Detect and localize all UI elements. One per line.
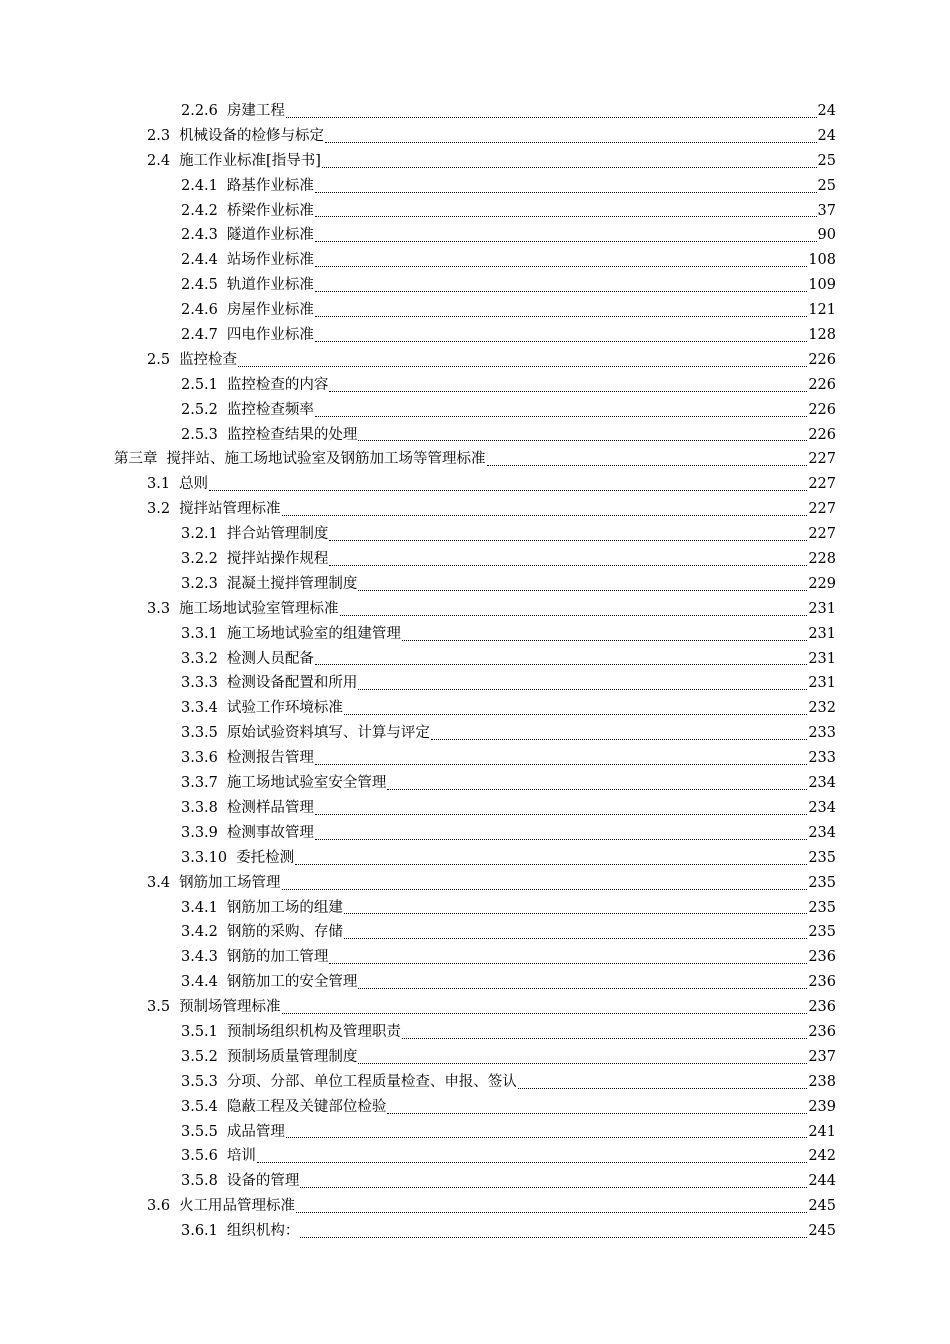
toc-entry[interactable] — [0, 696, 950, 721]
toc-entry-page-number: 235 — [808, 874, 836, 891]
toc-entry[interactable] — [0, 497, 950, 522]
dot-leader — [386, 771, 808, 796]
toc-entry[interactable] — [0, 522, 950, 547]
toc-entry-title: 分项、分部、单位工程质量检查、申报、签认 — [226, 1073, 517, 1090]
toc-entry-title: 轨道作业标准 — [226, 277, 314, 294]
toc-entry-number: 3.3.2 — [181, 650, 218, 667]
toc-entry-number: 3.4 — [147, 874, 171, 891]
toc-entry[interactable] — [0, 1070, 950, 1095]
toc-entry[interactable] — [0, 821, 950, 846]
toc-entry[interactable] — [0, 647, 950, 672]
toc-entry[interactable] — [0, 1020, 950, 1045]
toc-entry-title: 委托检测 — [236, 849, 295, 866]
dot-leader — [314, 248, 808, 273]
toc-entry-title: 监控检查结果的处理 — [226, 426, 358, 443]
toc-entry[interactable] — [0, 1045, 950, 1070]
toc-entry-number: 2.4.5 — [181, 277, 218, 294]
toc-entry-title: 施工场地试验室管理标准 — [179, 600, 339, 617]
toc-entry-page-number: 226 — [808, 401, 836, 418]
dot-leader — [321, 149, 818, 174]
toc-entry-number: 2.4 — [147, 152, 171, 169]
toc-entry-title: 检测事故管理 — [226, 824, 314, 841]
toc-entry-title: 桥梁作业标准 — [226, 202, 314, 219]
toc-entry-page-number: 227 — [808, 476, 836, 493]
toc-entry-page-number: 237 — [808, 1048, 836, 1065]
toc-entry-page-number: 235 — [808, 924, 836, 941]
toc-entry-page-number: 227 — [808, 451, 836, 468]
dot-leader — [314, 398, 808, 423]
toc-entry-title: 钢筋加工场管理 — [179, 874, 281, 891]
toc-entry-title: 拌合站管理制度 — [226, 526, 329, 543]
toc-entry-number: 3.5.3 — [181, 1073, 218, 1090]
toc-entry-title: 监控检查频率 — [226, 401, 314, 418]
toc-entry[interactable] — [0, 99, 950, 124]
toc-entry-title: 隐蔽工程及关键部位检验 — [226, 1098, 387, 1115]
toc-entry[interactable] — [0, 1194, 950, 1219]
toc-entry-number: 3.4.1 — [181, 899, 218, 916]
toc-entry[interactable] — [0, 373, 950, 398]
toc-entry-title: 预制场组织机构及管理职责 — [226, 1023, 401, 1040]
toc-entry-page-number: 244 — [808, 1173, 836, 1190]
toc-entry-page-number: 231 — [808, 625, 836, 642]
dot-leader — [343, 920, 808, 945]
dot-leader — [295, 1194, 808, 1219]
toc-entry-number: 3.3.4 — [181, 700, 218, 717]
toc-entry[interactable] — [0, 423, 950, 448]
toc-entry-page-number: 235 — [808, 849, 836, 866]
toc-entry-title: 搅拌站操作规程 — [226, 551, 329, 568]
dot-leader — [314, 796, 808, 821]
toc-entry-number: 3.5.5 — [181, 1123, 218, 1140]
toc-entry-page-number: 242 — [808, 1148, 836, 1165]
dot-leader — [517, 1070, 808, 1095]
toc-entry[interactable] — [0, 199, 950, 224]
dot-leader — [314, 223, 818, 248]
toc-entry-number: 3.5.8 — [181, 1173, 218, 1190]
toc-entry[interactable] — [0, 223, 950, 248]
dot-leader — [285, 1120, 808, 1145]
dot-leader — [299, 1169, 808, 1194]
toc-entry-number: 2.5.3 — [181, 426, 218, 443]
toc-entry[interactable] — [0, 871, 950, 896]
toc-entry-page-number: 236 — [808, 1023, 836, 1040]
toc-entry-title: 钢筋的采购、存储 — [226, 924, 343, 941]
toc-entry-page-number: 234 — [808, 775, 836, 792]
toc-entry-title: 搅拌站管理标准 — [179, 501, 281, 518]
toc-entry-number: 3.6.1 — [181, 1223, 218, 1240]
toc-entry-page-number: 236 — [808, 949, 836, 966]
toc-entry[interactable] — [0, 995, 950, 1020]
dot-leader — [357, 1045, 808, 1070]
dot-leader — [430, 721, 808, 746]
toc-entry-title: 房建工程 — [226, 103, 285, 119]
dot-leader — [314, 298, 808, 323]
toc-entry-title: 监控检查 — [179, 351, 238, 368]
toc-entry-page-number: 238 — [808, 1073, 836, 1090]
dot-leader — [208, 472, 808, 497]
toc-entry-page-number: 121 — [808, 302, 836, 319]
toc-entry-number: 3.2.2 — [181, 551, 218, 568]
toc-entry-number: 2.3 — [147, 127, 171, 144]
toc-entry-number: 2.5.1 — [181, 376, 218, 393]
toc-entry-page-number: 232 — [808, 700, 836, 717]
toc-entry[interactable] — [0, 149, 950, 174]
dot-leader — [324, 124, 817, 149]
toc-entry-page-number: 235 — [808, 899, 836, 916]
toc-entry-number: 3.3.5 — [181, 725, 218, 742]
toc-entry-page-number: 109 — [808, 277, 836, 294]
toc-entry-page-number: 37 — [817, 202, 836, 219]
toc-entry-title: 四电作业标准 — [226, 327, 314, 344]
toc-entry-page-number: 227 — [808, 526, 836, 543]
toc-entry[interactable] — [0, 970, 950, 995]
toc-entry-title: 施工场地试验室安全管理 — [226, 775, 387, 792]
toc-entry[interactable] — [0, 945, 950, 970]
dot-leader — [314, 821, 808, 846]
toc-entry[interactable] — [0, 248, 950, 273]
toc-entry-title: 搅拌站、施工场地试验室及钢筋加工场等管理标准 — [166, 451, 486, 468]
dot-leader — [328, 547, 808, 572]
toc-entry-title: 钢筋加工场的组建 — [226, 899, 343, 916]
dot-leader — [281, 871, 809, 896]
toc-entry-title: 检测报告管理 — [226, 750, 314, 767]
toc-entry-page-number: 226 — [808, 351, 836, 368]
dot-leader — [328, 373, 808, 398]
toc-entry-number: 3.4.4 — [181, 974, 218, 991]
toc-entry-title: 检测设备配置和所用 — [226, 675, 358, 692]
dot-leader — [357, 572, 808, 597]
toc-entry-page-number: 245 — [808, 1223, 836, 1240]
dot-leader — [314, 199, 818, 224]
toc-entry-page-number: 25 — [817, 177, 836, 194]
toc-entry-title: 总则 — [179, 476, 209, 493]
dot-leader — [294, 846, 808, 871]
toc-entry-number: 3.3.1 — [181, 625, 218, 642]
toc-entry-page-number: 24 — [817, 127, 836, 144]
toc-entry-number: 3.3.9 — [181, 824, 218, 841]
toc-entry[interactable] — [0, 447, 950, 472]
toc-entry-page-number: 231 — [808, 600, 836, 617]
toc-entry-page-number: 236 — [808, 999, 836, 1016]
toc-entry-title: 预制场管理标准 — [179, 999, 281, 1016]
toc-entry-number: 2.2.6 — [181, 103, 218, 119]
toc-entry-title: 培训 — [226, 1148, 256, 1165]
toc-entry-page-number: 245 — [808, 1198, 836, 1215]
toc-entry[interactable] — [0, 721, 950, 746]
dot-leader — [328, 945, 808, 970]
toc-entry-page-number: 128 — [808, 327, 836, 344]
toc-entry[interactable] — [0, 1120, 950, 1145]
toc-entry-number: 3.4.3 — [181, 949, 218, 966]
toc-entry-page-number: 226 — [808, 376, 836, 393]
dot-leader — [281, 497, 809, 522]
toc-entry[interactable] — [0, 1095, 950, 1120]
toc-entry-number: 2.4.2 — [181, 202, 218, 219]
toc-entry-title: 站场作业标准 — [226, 252, 314, 269]
toc-entry[interactable] — [0, 846, 950, 871]
toc-entry-number: 2.4.4 — [181, 252, 218, 269]
dot-leader — [314, 647, 808, 672]
dot-leader — [299, 1219, 808, 1244]
toc-entry[interactable] — [0, 1144, 950, 1169]
toc-entry-page-number: 228 — [808, 551, 836, 568]
toc-entry[interactable] — [0, 572, 950, 597]
toc-entry-page-number: 108 — [808, 252, 836, 269]
toc-entry-title: 施工作业标准[指导书] — [179, 152, 321, 169]
toc-entry-title: 钢筋加工的安全管理 — [226, 974, 358, 991]
toc-entry-page-number: 229 — [808, 575, 836, 592]
toc-entry-page-number: 226 — [808, 426, 836, 443]
dot-leader — [343, 896, 808, 921]
toc-entry[interactable] — [0, 124, 950, 149]
toc-entry[interactable] — [0, 323, 950, 348]
toc-entry[interactable] — [0, 671, 950, 696]
toc-entry[interactable] — [0, 348, 950, 373]
toc-entry[interactable] — [0, 896, 950, 921]
toc-entry-number: 3.3.7 — [181, 775, 218, 792]
toc-entry-page-number: 241 — [808, 1123, 836, 1140]
toc-entry-page-number: 239 — [808, 1098, 836, 1115]
toc-entry-number: 3.3 — [147, 600, 171, 617]
toc-entry[interactable] — [0, 472, 950, 497]
toc-entry-title: 试验工作环境标准 — [226, 700, 343, 717]
toc-entry-number: 2.4.7 — [181, 327, 218, 344]
toc-entry-page-number: 234 — [808, 824, 836, 841]
toc-entry[interactable] — [0, 1219, 950, 1244]
toc-entry-number: 3.4.2 — [181, 924, 218, 941]
toc-entry-title: 隧道作业标准 — [226, 227, 314, 244]
toc-entry-title: 组织机构： — [226, 1223, 300, 1240]
toc-entry-number: 3.1 — [147, 476, 171, 493]
toc-entry-number: 3.2 — [147, 501, 171, 518]
table-of-contents — [0, 99, 950, 1244]
toc-entry-title: 预制场质量管理制度 — [226, 1048, 358, 1065]
dot-leader — [285, 99, 818, 124]
toc-entry-number: 3.3.10 — [181, 849, 228, 866]
toc-entry-number: 3.5.4 — [181, 1098, 218, 1115]
dot-leader — [237, 348, 808, 373]
toc-entry[interactable] — [0, 398, 950, 423]
toc-entry-number: 2.4.1 — [181, 177, 218, 194]
toc-entry-title: 检测人员配备 — [226, 650, 314, 667]
dot-leader — [357, 970, 808, 995]
toc-entry-page-number: 231 — [808, 675, 836, 692]
toc-entry-title: 混凝土搅拌管理制度 — [226, 575, 358, 592]
dot-leader — [386, 1095, 808, 1120]
toc-entry-page-number: 24 — [817, 103, 836, 119]
toc-entry-number: 3.5.6 — [181, 1148, 218, 1165]
toc-entry[interactable] — [0, 771, 950, 796]
dot-leader — [339, 597, 809, 622]
toc-entry-number: 3.3.6 — [181, 750, 218, 767]
toc-entry-page-number: 233 — [808, 750, 836, 767]
toc-entry-number: 3.2.3 — [181, 575, 218, 592]
toc-entry-number: 3.5.1 — [181, 1023, 218, 1040]
toc-entry-number: 第三章 — [114, 451, 158, 468]
toc-entry-title: 成品管理 — [226, 1123, 285, 1140]
toc-entry-page-number: 25 — [817, 152, 836, 169]
toc-entry-page-number: 236 — [808, 974, 836, 991]
toc-entry-number: 3.5 — [147, 999, 171, 1016]
toc-entry[interactable] — [0, 746, 950, 771]
toc-entry-page-number: 90 — [817, 227, 836, 244]
toc-entry-number: 3.3.3 — [181, 675, 218, 692]
toc-entry[interactable] — [0, 298, 950, 323]
dot-leader — [343, 696, 808, 721]
toc-entry-number: 2.4.6 — [181, 302, 218, 319]
toc-entry-title: 设备的管理 — [226, 1173, 300, 1190]
toc-entry-number: 2.5 — [147, 351, 171, 368]
toc-entry-title: 原始试验资料填写、计算与评定 — [226, 725, 430, 742]
toc-entry[interactable] — [0, 174, 950, 199]
toc-entry-title: 路基作业标准 — [226, 177, 314, 194]
dot-leader — [256, 1144, 808, 1169]
toc-entry[interactable] — [0, 1169, 950, 1194]
toc-entry-title: 监控检查的内容 — [226, 376, 329, 393]
toc-entry-title: 机械设备的检修与标定 — [179, 127, 325, 144]
toc-entry-title: 钢筋的加工管理 — [226, 949, 329, 966]
toc-entry-page-number: 233 — [808, 725, 836, 742]
toc-entry-page-number: 234 — [808, 799, 836, 816]
toc-entry-number: 3.6 — [147, 1198, 171, 1215]
dot-leader — [401, 1020, 808, 1045]
toc-entry[interactable] — [0, 796, 950, 821]
dot-leader — [357, 671, 808, 696]
toc-entry-title: 房屋作业标准 — [226, 302, 314, 319]
toc-entry-number: 2.5.2 — [181, 401, 218, 418]
toc-entry-title: 检测样品管理 — [226, 799, 314, 816]
toc-entry-title: 施工场地试验室的组建管理 — [226, 625, 401, 642]
toc-entry[interactable] — [0, 920, 950, 945]
dot-leader — [357, 423, 808, 448]
dot-leader — [401, 622, 808, 647]
toc-entry[interactable] — [0, 622, 950, 647]
toc-entry[interactable] — [0, 273, 950, 298]
toc-entry-page-number: 227 — [808, 501, 836, 518]
toc-entry-number: 3.2.1 — [181, 526, 218, 543]
toc-entry-number: 2.4.3 — [181, 227, 218, 244]
dot-leader — [314, 323, 808, 348]
toc-entry[interactable] — [0, 597, 950, 622]
dot-leader — [314, 174, 818, 199]
toc-entry-number: 3.3.8 — [181, 799, 218, 816]
dot-leader — [486, 447, 809, 472]
dot-leader — [314, 746, 808, 771]
toc-entry[interactable] — [0, 547, 950, 572]
dot-leader — [314, 273, 808, 298]
toc-entry-number: 3.5.2 — [181, 1048, 218, 1065]
dot-leader — [281, 995, 809, 1020]
toc-entry-page-number: 231 — [808, 650, 836, 667]
toc-entry-title: 火工用品管理标准 — [179, 1198, 296, 1215]
dot-leader — [328, 522, 808, 547]
